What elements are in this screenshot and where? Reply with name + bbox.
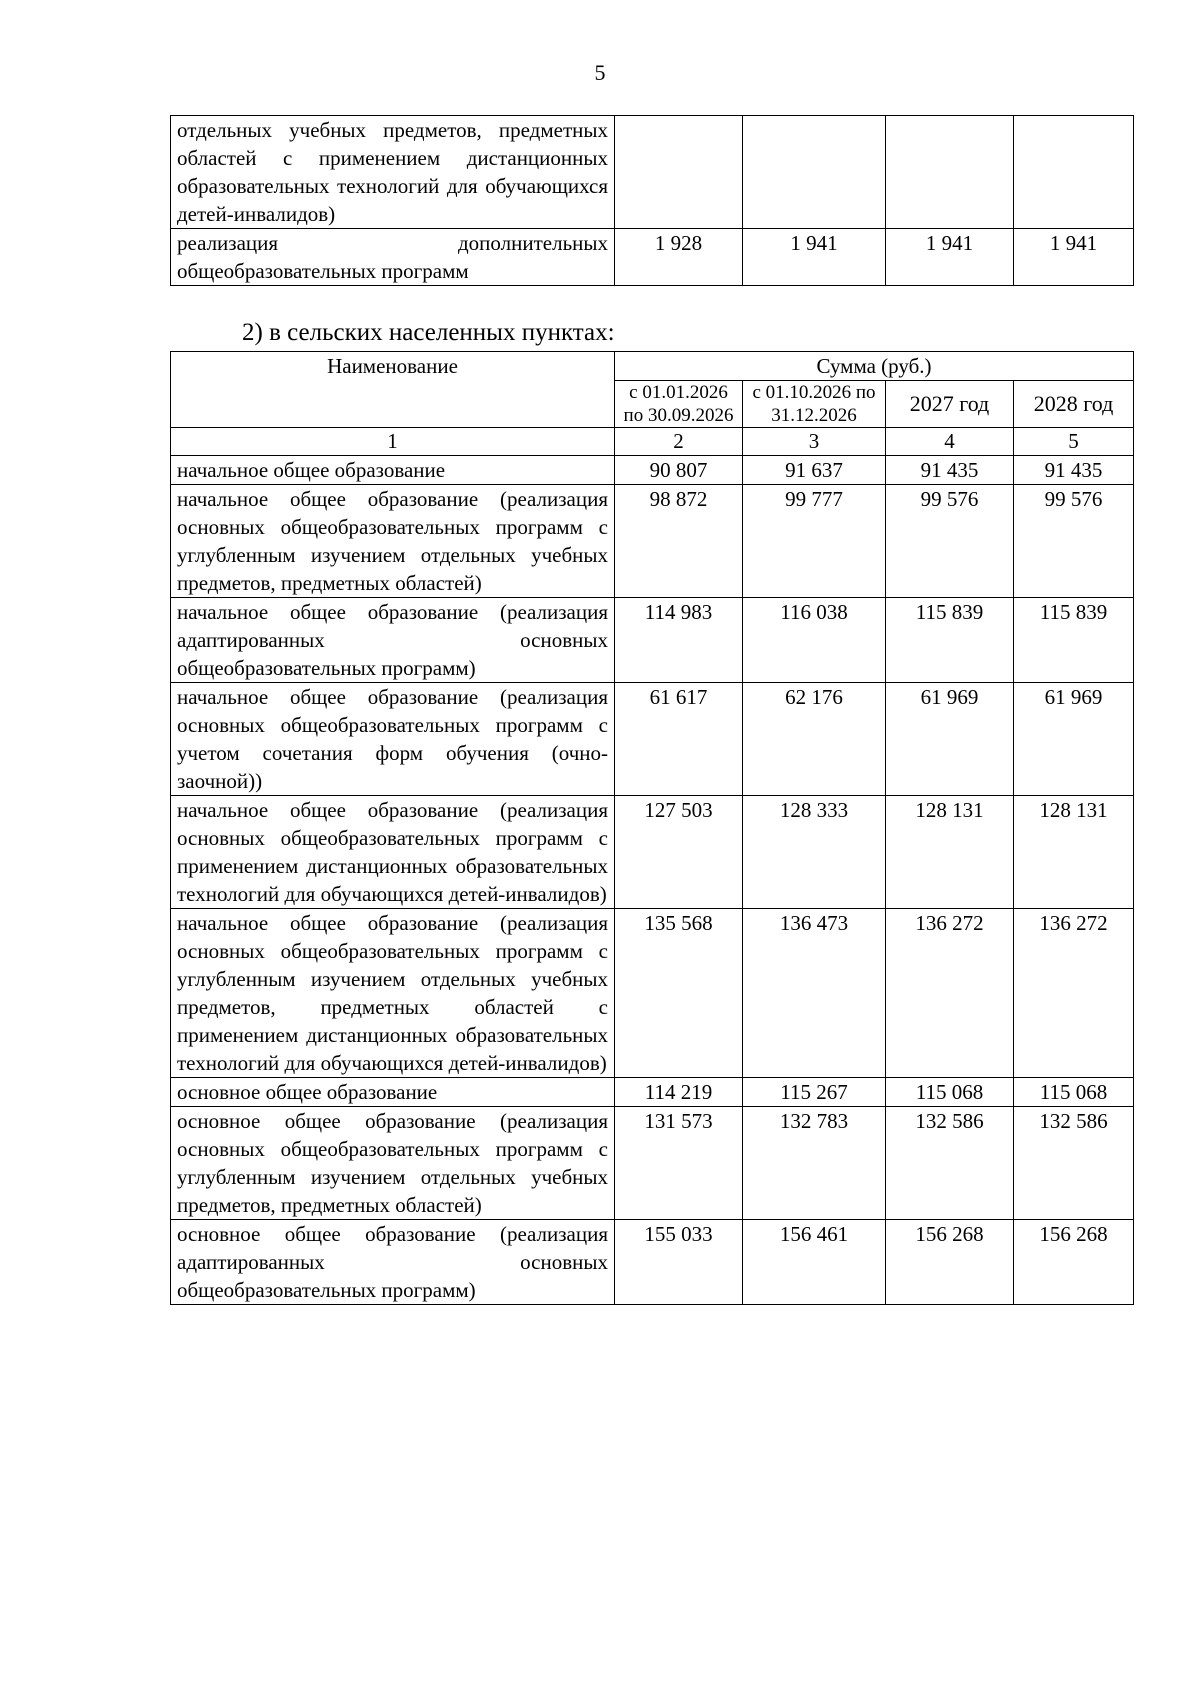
cell-value: 1 928 <box>615 229 743 286</box>
rural-costs-table <box>170 351 1134 1305</box>
cell-value: 132 586 <box>886 1107 1014 1220</box>
cell-value: 91 435 <box>886 456 1014 485</box>
cell-value: 136 473 <box>743 909 886 1078</box>
cell-value <box>1014 116 1134 229</box>
cell-value: 115 839 <box>1014 598 1134 683</box>
cell-value: 114 983 <box>615 598 743 683</box>
header-year-2028: 2028 год <box>1014 381 1134 428</box>
row-name: основное общее образование <box>171 1078 615 1107</box>
table-row <box>171 1107 1134 1220</box>
table-row <box>171 796 1134 909</box>
cell-value: 156 268 <box>886 1220 1014 1305</box>
cell-value: 62 176 <box>743 683 886 796</box>
row-name: начальное общее образование (реализация адаптированных основных общеобразовательных программ) <box>171 598 615 683</box>
cell-value: 128 333 <box>743 796 886 909</box>
column-number: 2 <box>615 428 743 456</box>
row-name: реализация дополнительных общеобразовательных программ <box>171 229 615 286</box>
header-sum: Сумма (руб.) <box>615 352 1134 381</box>
cell-value: 91 435 <box>1014 456 1134 485</box>
cell-value: 91 637 <box>743 456 886 485</box>
cell-value: 116 038 <box>743 598 886 683</box>
table-row <box>171 683 1134 796</box>
cell-value: 98 872 <box>615 485 743 598</box>
table-row <box>171 456 1134 485</box>
row-name: основное общее образование (реализация основных общеобразовательных программ с углубленным изучением отдельных учебных предметов, предметных областей) <box>171 1107 615 1220</box>
row-name: начальное общее образование (реализация основных общеобразовательных программ с углубленным изучением отдельных учебных предметов, предметных областей с применением дистанционных образовательных технологий для обучающихся детей-инвалидов) <box>171 909 615 1078</box>
cell-value: 115 267 <box>743 1078 886 1107</box>
cell-value: 61 617 <box>615 683 743 796</box>
cell-value: 99 777 <box>743 485 886 598</box>
cell-value: 115 068 <box>1014 1078 1134 1107</box>
cell-value: 1 941 <box>886 229 1014 286</box>
section-title: 2) в сельских населенных пунктах: <box>242 319 615 346</box>
cell-value: 132 783 <box>743 1107 886 1220</box>
cell-value: 115 068 <box>886 1078 1014 1107</box>
cell-value: 136 272 <box>886 909 1014 1078</box>
cell-value <box>615 116 743 229</box>
column-number: 5 <box>1014 428 1134 456</box>
row-name: начальное общее образование (реализация основных общеобразовательных программ с учетом сочетания форм обучения (очно-заочной)) <box>171 683 615 796</box>
header-row <box>171 352 1134 381</box>
cell-value: 114 219 <box>615 1078 743 1107</box>
row-name: основное общее образование (реализация адаптированных основных общеобразовательных программ) <box>171 1220 615 1305</box>
cell-value: 128 131 <box>1014 796 1134 909</box>
header-period-1: с 01.01.2026 по 30.09.2026 <box>615 381 743 428</box>
cell-value: 99 576 <box>1014 485 1134 598</box>
column-number: 1 <box>171 428 615 456</box>
cell-value <box>886 116 1014 229</box>
cell-value: 128 131 <box>886 796 1014 909</box>
cell-value <box>743 116 886 229</box>
table-row <box>171 1078 1134 1107</box>
row-name: отдельных учебных предметов, предметных областей с применением дистанционных образовательных технологий для обучающихся детей-инвалидов) <box>171 116 615 229</box>
table-row <box>171 485 1134 598</box>
cell-value: 156 268 <box>1014 1220 1134 1305</box>
cell-value: 1 941 <box>1014 229 1134 286</box>
table-row <box>171 116 1134 229</box>
table-row <box>171 598 1134 683</box>
page-number: 5 <box>594 60 606 85</box>
row-name: начальное общее образование <box>171 456 615 485</box>
column-number: 4 <box>886 428 1014 456</box>
table-row <box>171 909 1134 1078</box>
cell-value: 90 807 <box>615 456 743 485</box>
cell-value: 1 941 <box>743 229 886 286</box>
column-number-row <box>171 428 1134 456</box>
header-year-2027: 2027 год <box>886 381 1014 428</box>
cell-value: 155 033 <box>615 1220 743 1305</box>
cell-value: 132 586 <box>1014 1107 1134 1220</box>
header-name: Наименование <box>171 352 615 428</box>
column-number: 3 <box>743 428 886 456</box>
row-name: начальное общее образование (реализация основных общеобразовательных программ с углубленным изучением отдельных учебных предметов, предметных областей) <box>171 485 615 598</box>
table-row <box>171 229 1134 286</box>
cell-value: 99 576 <box>886 485 1014 598</box>
cell-value: 156 461 <box>743 1220 886 1305</box>
row-name: начальное общее образование (реализация основных общеобразовательных программ с применением дистанционных образовательных технологий для обучающихся детей-инвалидов) <box>171 796 615 909</box>
cell-value: 61 969 <box>1014 683 1134 796</box>
cell-value: 115 839 <box>886 598 1014 683</box>
cell-value: 136 272 <box>1014 909 1134 1078</box>
cell-value: 61 969 <box>886 683 1014 796</box>
cell-value: 131 573 <box>615 1107 743 1220</box>
header-period-2: с 01.10.2026 по 31.12.2026 <box>743 381 886 428</box>
cell-value: 135 568 <box>615 909 743 1078</box>
table-row <box>171 1220 1134 1305</box>
cell-value: 127 503 <box>615 796 743 909</box>
table-continuation <box>170 115 1134 286</box>
